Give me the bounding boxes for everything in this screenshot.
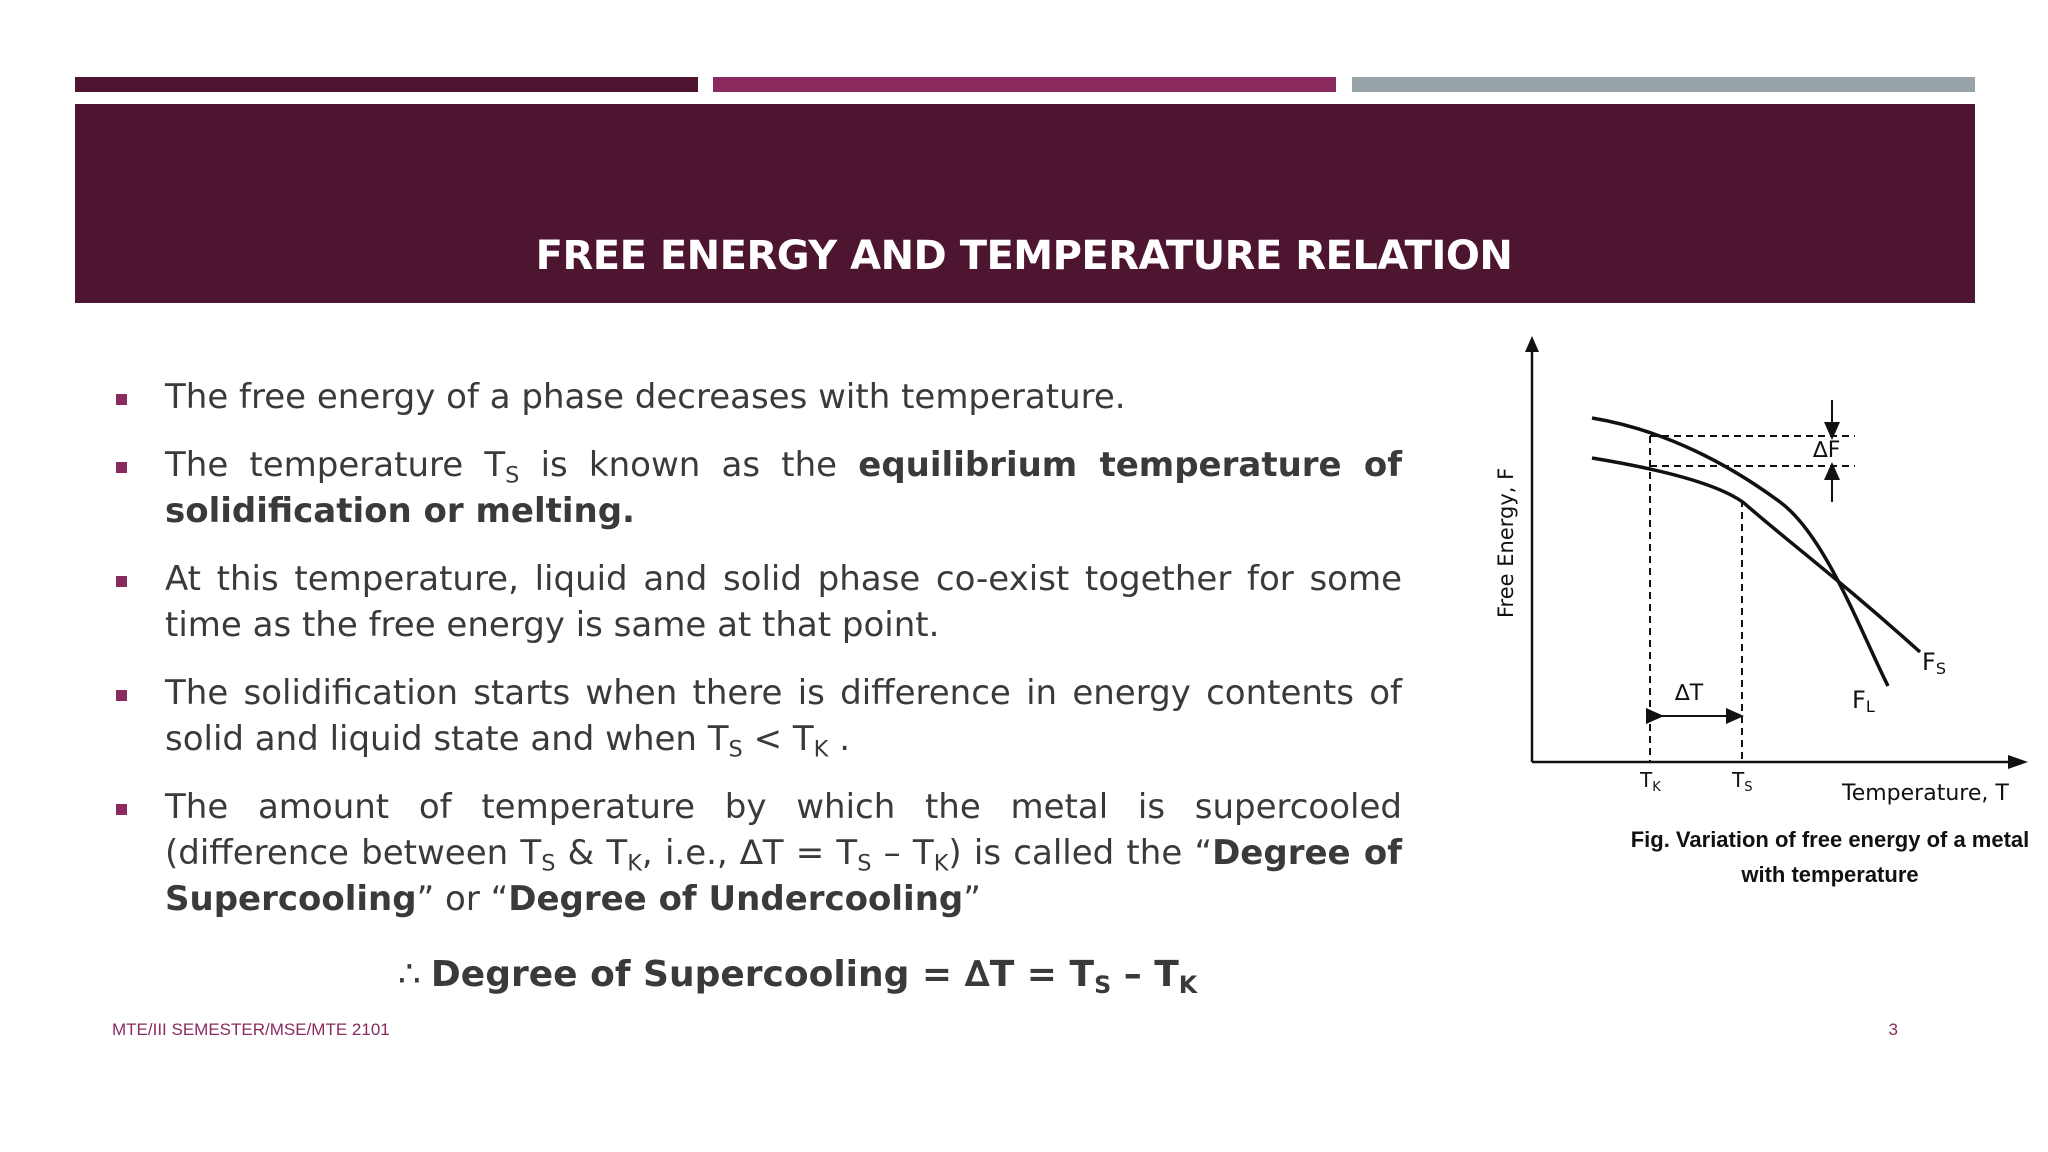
footer-course-label: MTE/III SEMESTER/MSE/MTE 2101 bbox=[112, 1020, 390, 1039]
subscript: S bbox=[505, 462, 520, 489]
bullet-bold-text: Degree of Undercooling bbox=[508, 879, 964, 919]
bullet-text: The solidification starts when there is difference in energy contents of solid and liquid state and when T bbox=[165, 673, 1402, 759]
bullet-bold-text: equilibrium temperature of solidification or melting. bbox=[165, 445, 1402, 531]
subscript: K bbox=[1178, 971, 1198, 1000]
square-bullet-icon bbox=[116, 804, 127, 815]
bullet-item bbox=[112, 556, 1402, 648]
square-bullet-icon bbox=[116, 576, 127, 587]
tk-label: $T_K$ bbox=[1640, 768, 1661, 795]
subscript: K bbox=[627, 850, 642, 877]
subscript: K bbox=[933, 850, 949, 877]
bullet-text: , i.e., ∆T = T bbox=[641, 833, 858, 873]
subscript: S bbox=[1094, 971, 1112, 1000]
subscript: S bbox=[541, 850, 556, 877]
bullet-list bbox=[112, 374, 1402, 944]
supercooling-formula bbox=[398, 950, 1197, 1000]
bullet-bold-text: Degree of Supercooling bbox=[165, 833, 1402, 919]
subscript: S bbox=[728, 736, 743, 763]
subscript: S bbox=[857, 850, 872, 877]
slide-title: FREE ENERGY AND TEMPERATURE RELATION bbox=[535, 233, 1513, 279]
bullet-item bbox=[112, 670, 1402, 762]
bullet-text: The amount of temperature by which the metal is supercooled (difference between T bbox=[165, 787, 1402, 873]
bullet-item bbox=[112, 374, 1402, 420]
formula-text: Degree of Supercooling = ∆T = T bbox=[430, 954, 1095, 995]
y-axis-arrow-icon bbox=[1525, 336, 1539, 352]
bullet-text: ” or “ bbox=[416, 879, 509, 919]
accent-bar-gray bbox=[1352, 77, 1975, 92]
caption-line: Fig. Variation of free energy of a metal bbox=[1630, 827, 2030, 852]
square-bullet-icon bbox=[116, 462, 127, 473]
formula-text: – T bbox=[1111, 954, 1179, 995]
bullet-text: is known as the bbox=[519, 445, 859, 485]
fs-label: FS bbox=[1922, 648, 1946, 678]
delta-t-label: ∆T bbox=[1675, 681, 1704, 706]
figure-caption bbox=[1540, 822, 2048, 892]
caption-line: with temperature bbox=[1741, 862, 1919, 887]
subscript: K bbox=[813, 736, 829, 763]
square-bullet-icon bbox=[116, 394, 127, 405]
therefore-symbol: ∴ bbox=[398, 954, 421, 995]
fl-label: FL bbox=[1852, 686, 1875, 716]
y-axis-label: Free Energy, F bbox=[1494, 467, 1518, 618]
page-number: 3 bbox=[1888, 1020, 1898, 1039]
delta-f-label: ∆F bbox=[1813, 438, 1841, 463]
liquid-free-energy-curve bbox=[1592, 418, 1888, 686]
bullet-text: The free energy of a phase decreases with temperature. bbox=[165, 377, 1126, 417]
accent-bar-dark bbox=[75, 77, 698, 92]
bullet-text: < T bbox=[742, 719, 814, 759]
bullet-text: ” bbox=[963, 879, 981, 919]
bullet-item bbox=[112, 784, 1402, 922]
x-axis-label: Temperature, T bbox=[1842, 781, 2009, 806]
bullet-text: ) is called the “ bbox=[948, 833, 1213, 873]
bullet-text: The temperature T bbox=[165, 445, 506, 485]
bullet-text: & T bbox=[555, 833, 628, 873]
bullet-text: At this temperature, liquid and solid phase co-exist together for some time as the free energy is same at that point. bbox=[165, 559, 1402, 645]
x-axis-arrow-icon bbox=[2008, 755, 2028, 769]
square-bullet-icon bbox=[116, 690, 127, 701]
bullet-text: . bbox=[828, 719, 851, 759]
bullet-item bbox=[112, 442, 1402, 534]
accent-bar-magenta bbox=[713, 77, 1336, 92]
ts-label: $T_S$ bbox=[1732, 768, 1753, 795]
bullet-text: – T bbox=[871, 833, 934, 873]
